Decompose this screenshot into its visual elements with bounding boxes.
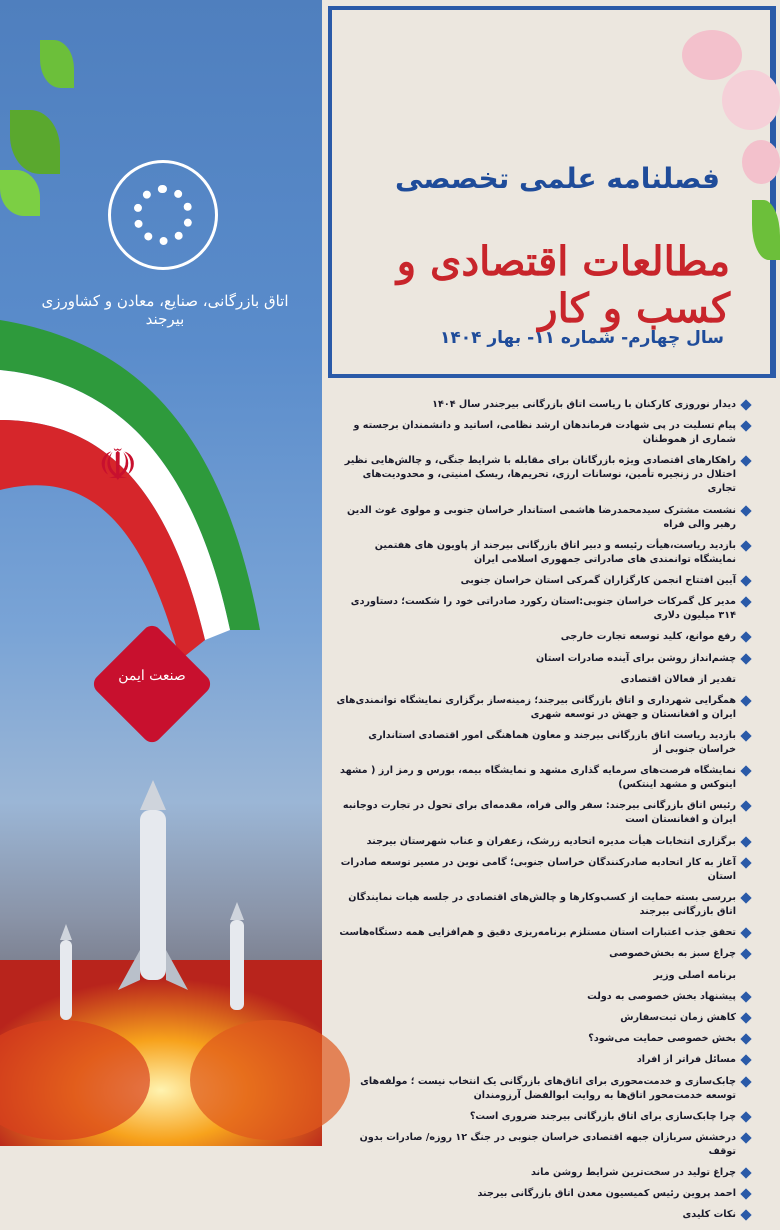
toc-item-text: همگرایی شهرداری و اتاق بازرگانی بیرجند؛ زمینه‌ساز برگزاری نمایشگاه توانمندی‌های ایران و افغانستان و جهش در توسعه شهری [336, 694, 736, 720]
diamond-bullet-icon [740, 949, 751, 960]
toc-item[interactable] [336, 1187, 750, 1201]
toc-item-text: تحقق جذب اعتبارات استان مستلزم برنامه‌ریزی دقیق و هم‌افزایی همه دستگاه‌هاست [339, 927, 736, 939]
toc-item[interactable] [336, 419, 750, 447]
missile-illustration [0, 780, 322, 1146]
journal-subtitle: فصلنامه علمی تخصصی [395, 162, 720, 195]
diamond-bullet-icon [740, 399, 751, 410]
toc-item[interactable] [336, 398, 750, 412]
toc-item-text: بررسی بسته حمایت از کسب‌وکارها و چالش‌های اقتصادی در جلسه هیات نمایندگان اتاق بازرگانی بیرجند [348, 892, 736, 917]
diamond-bullet-icon [740, 1111, 751, 1122]
diamond-bullet-icon [740, 1076, 751, 1087]
toc-item[interactable] [336, 454, 750, 496]
toc-item-text: مسائل فراتر از افراد [636, 1054, 736, 1066]
toc-item-text: آیین افتتاح انجمن کارگزاران گمرکی استان خراسان جنوبی [460, 574, 736, 586]
diamond-bullet-icon [740, 653, 751, 664]
toc-item[interactable] [336, 630, 750, 644]
toc-item-text: راهکارهای اقتصادی ویژه بازرگانان برای مقابله با شرایط جنگی، و چالش‌هایی نظیر اختلال در زنجیره تأمین، نوسانات ارزی، تحریم‌ها، ریسک امنیتی، و محدودیت‌های تجاری [344, 455, 736, 495]
toc-item[interactable] [336, 504, 750, 532]
toc-item-text: درخشش سربازان جبهه اقتصادی خراسان جنوبی در جنگ ۱۲ روزه/ صادرات بدون توقف [359, 1131, 736, 1157]
missile-icon [118, 780, 188, 990]
toc-item[interactable] [336, 1131, 750, 1159]
diamond-bullet-icon [740, 575, 751, 586]
missile-icon [60, 924, 72, 1020]
diamond-bullet-icon [740, 1132, 751, 1143]
toc-item-text: بخش خصوصی حمایت می‌شود؟ [588, 1033, 736, 1045]
toc-item[interactable] [336, 764, 750, 792]
toc-item-text: برگزاری انتخابات هیأت مدیره اتحادیه زرشک، زعفران و عناب شهرستان بیرجند [366, 835, 736, 847]
toc-item[interactable] [336, 574, 750, 588]
toc-item[interactable] [336, 729, 750, 757]
diamond-bullet-icon [740, 1210, 751, 1221]
toc-item[interactable] [336, 969, 750, 983]
diamond-bullet-icon [740, 674, 751, 685]
diamond-bullet-icon [740, 801, 751, 812]
journal-title: مطالعات اقتصادی و کسب و کار [396, 238, 730, 332]
toc-item-text: احمد پروین رئیس کمیسیون معدن اتاق بازرگانی بیرجند [477, 1188, 736, 1200]
toc-item[interactable] [336, 595, 750, 623]
leaf-decoration [40, 40, 74, 88]
toc-item-text: بازدید ریاست اتاق بازرگانی بیرجند و معاون هماهنگی امور اقتصادی استانداری خراسان جنوبی از [368, 730, 736, 756]
diamond-bullet-icon [740, 456, 751, 467]
diamond-bullet-icon [740, 1055, 751, 1066]
toc-item-text: چرا چابک‌سازی برای اتاق بازرگانی بیرجند ضروری است؟ [469, 1110, 736, 1122]
table-of-contents [336, 398, 750, 1230]
diamond-bullet-icon [740, 1167, 751, 1178]
toc-item[interactable] [336, 835, 750, 849]
diamond-bullet-icon [740, 991, 751, 1002]
blossom-decoration [722, 70, 780, 130]
toc-item-text: چراغ سبز به بخش‌خصوصی [609, 948, 736, 960]
toc-item-text: پیام تسلیت در پی شهادت فرماندهان ارشد نظامی، اساتید و دانشمندان برجسته و شماری از هموطنان [353, 420, 736, 446]
diamond-bullet-icon [740, 970, 751, 981]
diamond-bullet-icon [740, 632, 751, 643]
toc-item-text: دیدار نوروزی کارکنان با ریاست اتاق بازرگانی بیرجندر سال ۱۴۰۴ [432, 399, 736, 410]
toc-item-text: مدیر کل گمرکات خراسان جنوبی:استان رکورد صادراتی خود را شکست؛ دستاوردی ۳۱۴ میلیون دلاری [350, 596, 736, 622]
diamond-bullet-icon [740, 1189, 751, 1200]
toc-item-text: نشست مشترک سیدمحمدرضا هاشمی استاندار خراسان جنوبی و مولوی غوث الدین رهبر والی فراه [347, 504, 736, 530]
toc-item[interactable] [336, 799, 750, 827]
diamond-bullet-icon [740, 695, 751, 706]
blossom-decoration [742, 140, 780, 184]
diamond-bullet-icon [740, 540, 751, 551]
diamond-bullet-icon [740, 1012, 751, 1023]
diamond-bullet-icon [740, 766, 751, 777]
leaf-decoration [10, 110, 60, 174]
toc-item[interactable] [336, 673, 750, 687]
leaf-decoration [0, 170, 40, 216]
issue-info: سال چهارم- شماره ۱۱- بهار ۱۴۰۴ [439, 328, 724, 348]
toc-item[interactable] [336, 1166, 750, 1180]
toc-item-text: بازدید ریاست،هیأت رئیسه و دبیر اتاق بازرگانی بیرجند از پاویون های هفتمین نمایشگاه توانمندی های صادراتی جمهوری اسلامی ایران [374, 539, 736, 565]
diamond-bullet-icon [740, 1033, 751, 1044]
missile-icon [230, 902, 244, 1010]
blossom-decoration [682, 30, 742, 80]
toc-item[interactable] [336, 1208, 750, 1222]
toc-item[interactable] [336, 926, 750, 940]
diamond-bullet-icon [740, 730, 751, 741]
toc-item[interactable] [336, 990, 750, 1004]
toc-item-text: چابک‌سازی و خدمت‌محوری برای اتاق‌های بازرگانی یک انتخاب نیست ؛ مولفه‌های توسعه خدمت‌محور اتاق‌ها به روایت ابوالفضل آرزومندان [360, 1075, 736, 1101]
toc-item[interactable] [336, 1110, 750, 1124]
diamond-bullet-icon [740, 596, 751, 607]
toc-item[interactable] [336, 1032, 750, 1046]
toc-item[interactable] [336, 947, 750, 961]
chamber-name: اتاق بازرگانی، صنایع، معادن و کشاورزی بیرجند [41, 292, 289, 328]
content-panel [322, 0, 780, 1221]
toc-item[interactable] [336, 1053, 750, 1067]
diamond-bullet-icon [740, 836, 751, 847]
toc-item-text: پیشنهاد بخش خصوصی به دولت [587, 990, 736, 1002]
diamond-bullet-icon [740, 421, 751, 432]
diamond-bullet-icon [740, 928, 751, 939]
toc-item-text: رفع موانع، کلید توسعه تجارت خارجی [560, 631, 736, 643]
diamond-bullet-icon [740, 857, 751, 868]
toc-item-text: برنامه اصلی وزیر [653, 969, 736, 981]
gear-icon [133, 185, 193, 245]
toc-item[interactable] [336, 856, 750, 884]
toc-item-text: نمایشگاه فرصت‌های سرمایه گذاری مشهد و نمایشگاه بیمه، بورس و رمز ارز ( مشهد اینوکس و مشهد اینتکس) [340, 765, 736, 791]
seal-text: صنعت ایمن [118, 668, 186, 684]
toc-item[interactable] [336, 891, 750, 919]
cover-art-panel [0, 0, 322, 1146]
toc-item-text: کاهش زمان ثبت‌سفارش [620, 1011, 736, 1023]
toc-item[interactable] [336, 1011, 750, 1025]
toc-item[interactable] [336, 694, 750, 722]
toc-item-text: نکات کلیدی [682, 1209, 736, 1221]
toc-item-text: چشم‌انداز روشن برای آینده صادرات استان [535, 652, 736, 664]
diamond-bullet-icon [740, 892, 751, 903]
toc-item-text: رئیس اتاق بازرگانی بیرجند: سفر والی فراه، مقدمه‌ای برای تحول در تجارت دوجانبه ایران و افغانستان است [342, 800, 736, 826]
toc-item[interactable] [336, 652, 750, 666]
chamber-logo [108, 160, 218, 270]
toc-item[interactable] [336, 539, 750, 567]
toc-item[interactable] [336, 1075, 750, 1103]
toc-item-text: تقدیر از فعالان اقتصادی [620, 673, 736, 685]
diamond-bullet-icon [740, 505, 751, 516]
toc-item-text: آغاز به کار اتحادیه صادرکنندگان خراسان جنوبی؛ گامی نوین در مسیر توسعه صادرات استان [340, 856, 736, 882]
iran-emblem-icon: ☫ [98, 440, 138, 491]
toc-item-text: چراغ تولید در سخت‌ترین شرایط روشن ماند [530, 1167, 736, 1179]
